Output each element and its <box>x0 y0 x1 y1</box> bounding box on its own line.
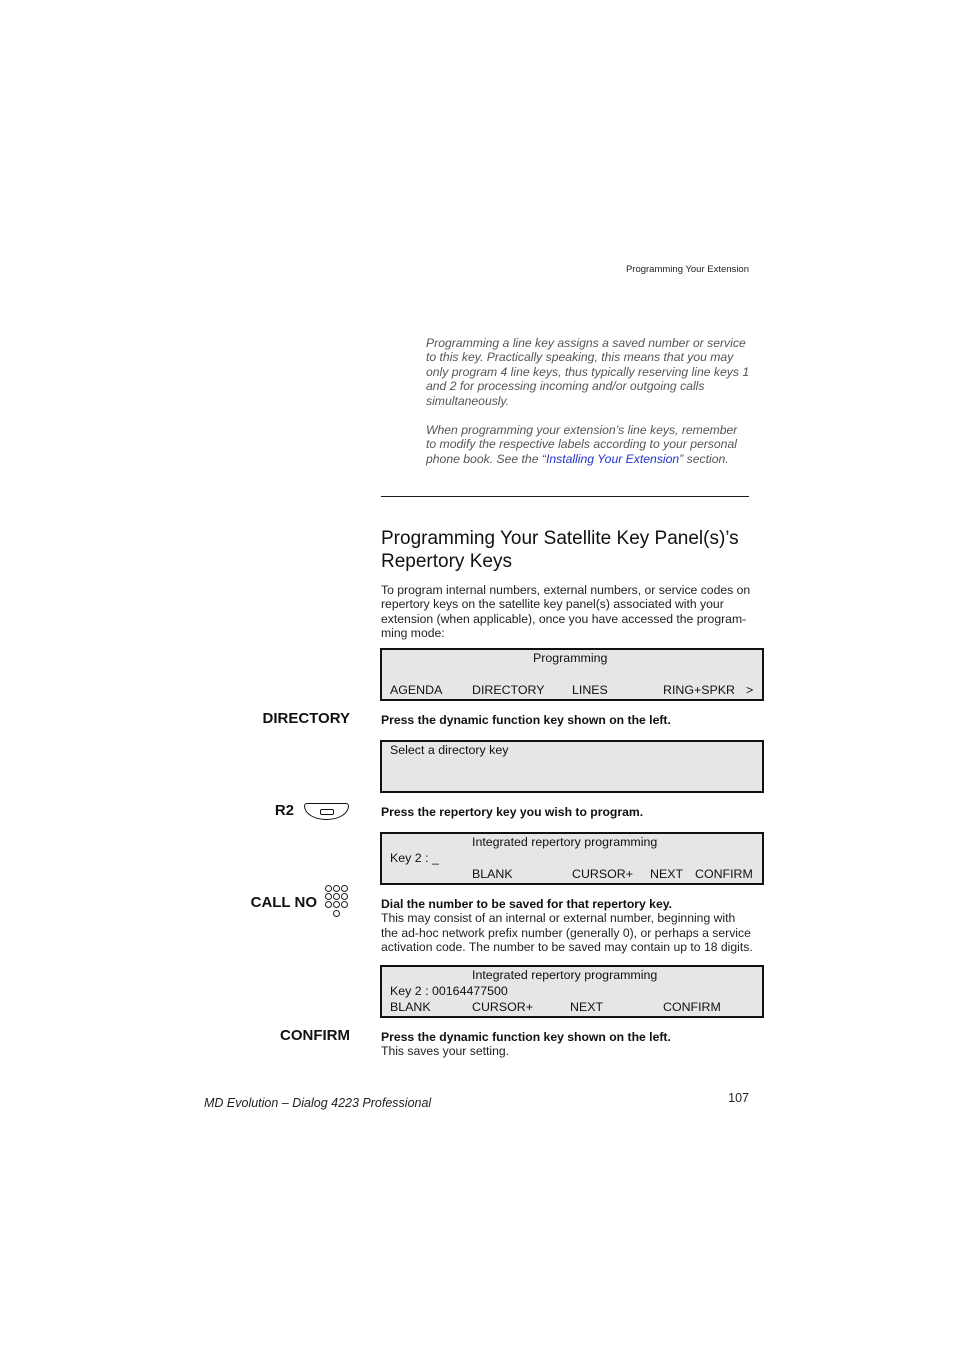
phone-display-programming <box>380 648 764 701</box>
step-4-instruction <box>381 1030 753 1059</box>
section-divider <box>381 496 749 497</box>
softkey-agenda[interactable]: AGENDA <box>390 683 443 697</box>
note-text-end: ” section. <box>679 451 729 466</box>
step-3-instruction <box>381 897 753 955</box>
step-label-r2: R2 <box>274 802 294 819</box>
dial-keypad-icon <box>325 885 351 921</box>
note-text: When programming your extension’s line keys, remember to modify the respective labels according to your personal phone book. See the “ <box>426 423 738 466</box>
softkey-confirm[interactable]: CONFIRM <box>663 1000 721 1014</box>
display-key-number: Key 2 : 00164477500 <box>390 984 508 998</box>
installing-extension-link[interactable]: Installing Your Extension <box>545 451 680 466</box>
softkey-blank[interactable]: BLANK <box>390 1000 431 1014</box>
section-heading: Programming Your Satellite Key Panel(s)’s Repertory Keys <box>381 528 739 572</box>
phone-display-select-key <box>380 740 764 793</box>
softkey-lines[interactable]: LINES <box>572 683 608 697</box>
softkey-more-arrow[interactable]: > <box>746 683 754 697</box>
step-3-bold: Dial the number to be saved for that repertory key. <box>381 897 672 911</box>
display-title: Programming <box>533 651 608 665</box>
phone-display-repertory-empty <box>380 832 764 885</box>
softkey-blank[interactable]: BLANK <box>472 867 513 881</box>
note-paragraph-2 <box>426 423 750 466</box>
step-4-detail: This saves your setting. <box>381 1044 510 1059</box>
step-2-bold: Press the repertory key you wish to program. <box>381 805 644 819</box>
softkey-cursor-plus[interactable]: CURSOR+ <box>472 1000 533 1014</box>
softkey-confirm[interactable]: CONFIRM <box>695 867 753 881</box>
softkey-cursor-plus[interactable]: CURSOR+ <box>572 867 633 881</box>
softkey-directory[interactable]: DIRECTORY <box>472 683 545 697</box>
step-2-instruction <box>381 805 753 819</box>
display-key-line: Key 2 : _ <box>390 851 439 865</box>
page-number: 107 <box>728 1091 749 1105</box>
display-title: Integrated repertory programming <box>472 835 658 849</box>
footer-title: MD Evolution – Dialog 4223 Professional <box>204 1096 432 1110</box>
section-intro: To program internal numbers, external numbers, or service codes on repertory keys on the satellite key panel(s) associated with your extension (when applicable), once you have accessed the program-ming mode: <box>381 583 751 641</box>
step-label-directory: DIRECTORY <box>262 710 350 727</box>
note-block <box>426 336 750 481</box>
softkey-ring-spkr[interactable]: RING+SPKR <box>663 683 735 697</box>
running-head: Programming Your Extension <box>625 264 749 275</box>
repertory-key-icon <box>304 803 349 820</box>
step-1-instruction <box>381 713 753 727</box>
step-4-bold: Press the dynamic function key shown on the left. <box>381 1030 671 1044</box>
display-line-1: Select a directory key <box>390 743 509 757</box>
softkey-next[interactable]: NEXT <box>650 867 684 881</box>
step-label-call-no: CALL NO <box>250 894 317 911</box>
softkey-next[interactable]: NEXT <box>570 1000 604 1014</box>
note-paragraph-1: Programming a line key assigns a saved number or service to this key. Practically speaking, this means that you may only program 4 line keys, thus typically reserving line keys 1 and 2 for processing incoming and/or outgoing calls simultaneously. <box>426 336 750 408</box>
step-1-bold: Press the dynamic function key shown on the left. <box>381 713 671 727</box>
display-title: Integrated repertory programming <box>472 968 658 982</box>
step-label-confirm: CONFIRM <box>280 1027 350 1044</box>
phone-display-repertory-filled <box>380 965 764 1018</box>
step-3-detail: This may consist of an internal or external number, beginning with the ad-hoc network prefix number (generally 0), or perhaps a service activation code. The number to be saved may contain up to 18 digits. <box>381 911 753 955</box>
